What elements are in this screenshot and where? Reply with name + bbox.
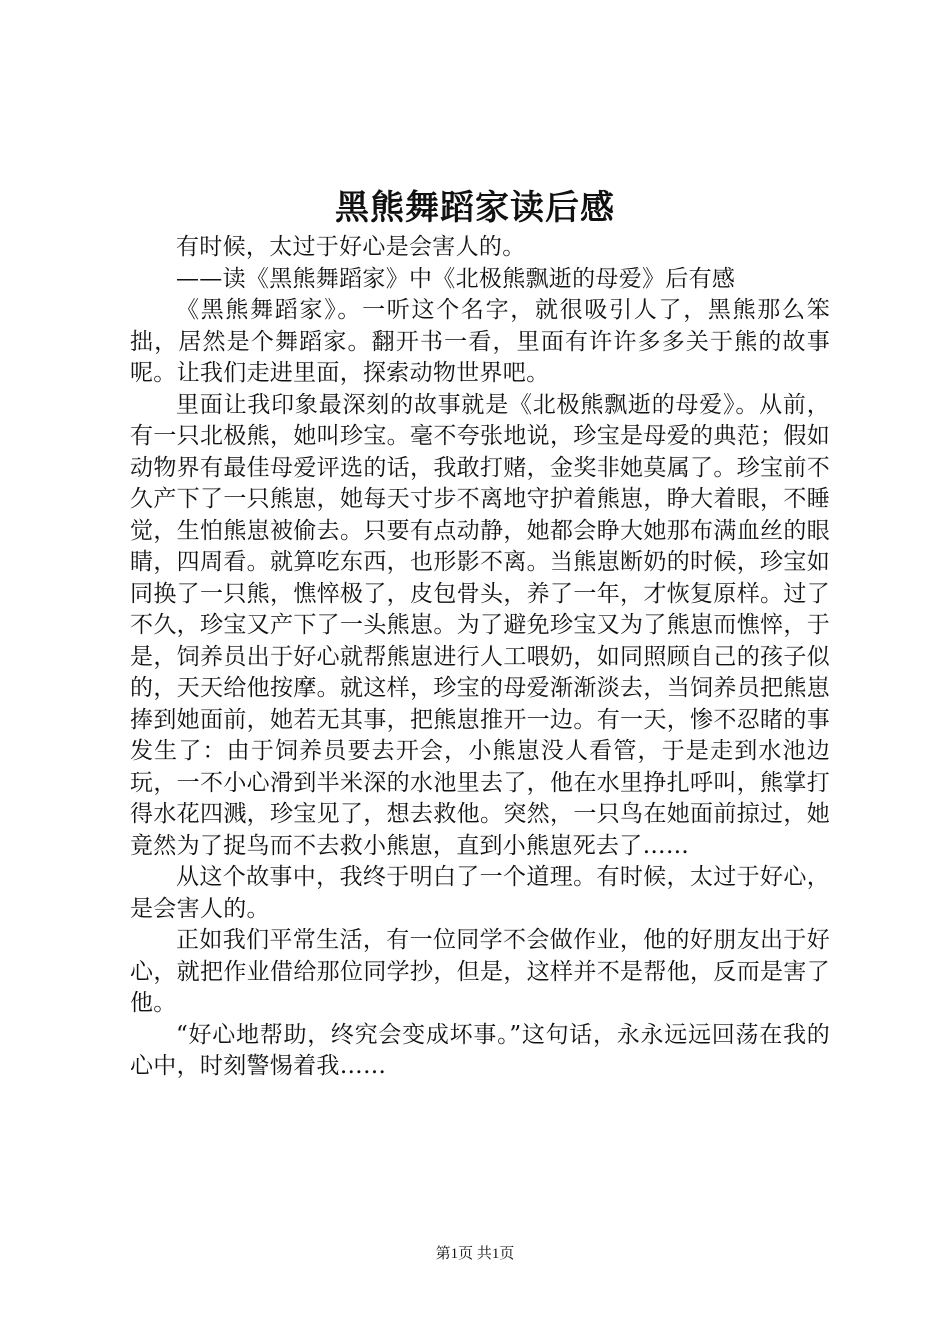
paragraph-intro: 有时候，太过于好心是会害人的。: [176, 234, 526, 260]
paragraph-example: 正如我们平常生活，有一位同学不会做作业，他的好朋友出于好心，就把作业借给那位同学抄，但是，这样并不是帮他，反而是害了他。: [130, 927, 830, 1016]
paragraph-story: 里面让我印象最深刻的故事就是《北极熊飘逝的母爱》。从前，有一只北极熊，她叫珍宝。毫不夸张地说，珍宝是母爱的典范；假如动物界有最佳母爱评选的话，我敢打赌，金奖非她莫属了。珍宝前不久产下了一只熊崽，她每天寸步不离地守护着熊崽，睁大着眼，不睡觉，生怕熊崽被偷去。只要有点动静，她都会睁大她那布满血丝的眼睛，四周看。就算吃东西，也形影不离。当熊崽断奶的时候，珍宝如同换了一只熊，憔悴极了，皮包骨头，养了一年，才恢复原样。过了不久，珍宝又产下了一头熊崽。为了避免珍宝又为了熊崽而憔悴，于是，饲养员出于好心就帮熊崽进行人工喂奶，如同照顾自己的孩子似的，天天给他按摩。就这样，珍宝的母爱渐渐淡去，当饲养员把熊崽捧到她面前，她若无其事，把熊崽推开一边。有一天，惨不忍睹的事发生了：由于饲养员要去开会，小熊崽没人看管，于是走到水池边玩，一不小心滑到半米深的水池里去了，他在水里挣扎呼叫，熊掌打得水花四溅，珍宝见了，想去救他。突然，一只鸟在她面前掠过，她竟然为了捉鸟而不去救小熊崽，直到小熊崽死去了……: [130, 391, 830, 859]
article-body: [130, 232, 830, 1083]
paragraph-book-intro: 《黑熊舞蹈家》。一听这个名字，就很吸引人了，黑熊那么笨拙，居然是个舞蹈家。翻开书一看，里面有许许多多关于熊的故事呢。让我们走进里面，探索动物世界吧。: [130, 297, 830, 386]
paragraph-subtitle: ——读《黑熊舞蹈家》中《北极熊飘逝的母爱》后有感: [176, 265, 736, 292]
page-footer: 第1页 共1页: [435, 1246, 515, 1262]
paragraph-conclusion: “好心地帮助，终究会变成坏事。”这句话，永永远远回荡在我的心中，时刻警惕着我……: [130, 1021, 830, 1079]
paragraph-lesson: 从这个故事中，我终于明白了一个道理。有时候，太过于好心，是会害人的。: [130, 864, 830, 922]
page-title: 黑熊舞蹈家读后感: [335, 188, 615, 228]
